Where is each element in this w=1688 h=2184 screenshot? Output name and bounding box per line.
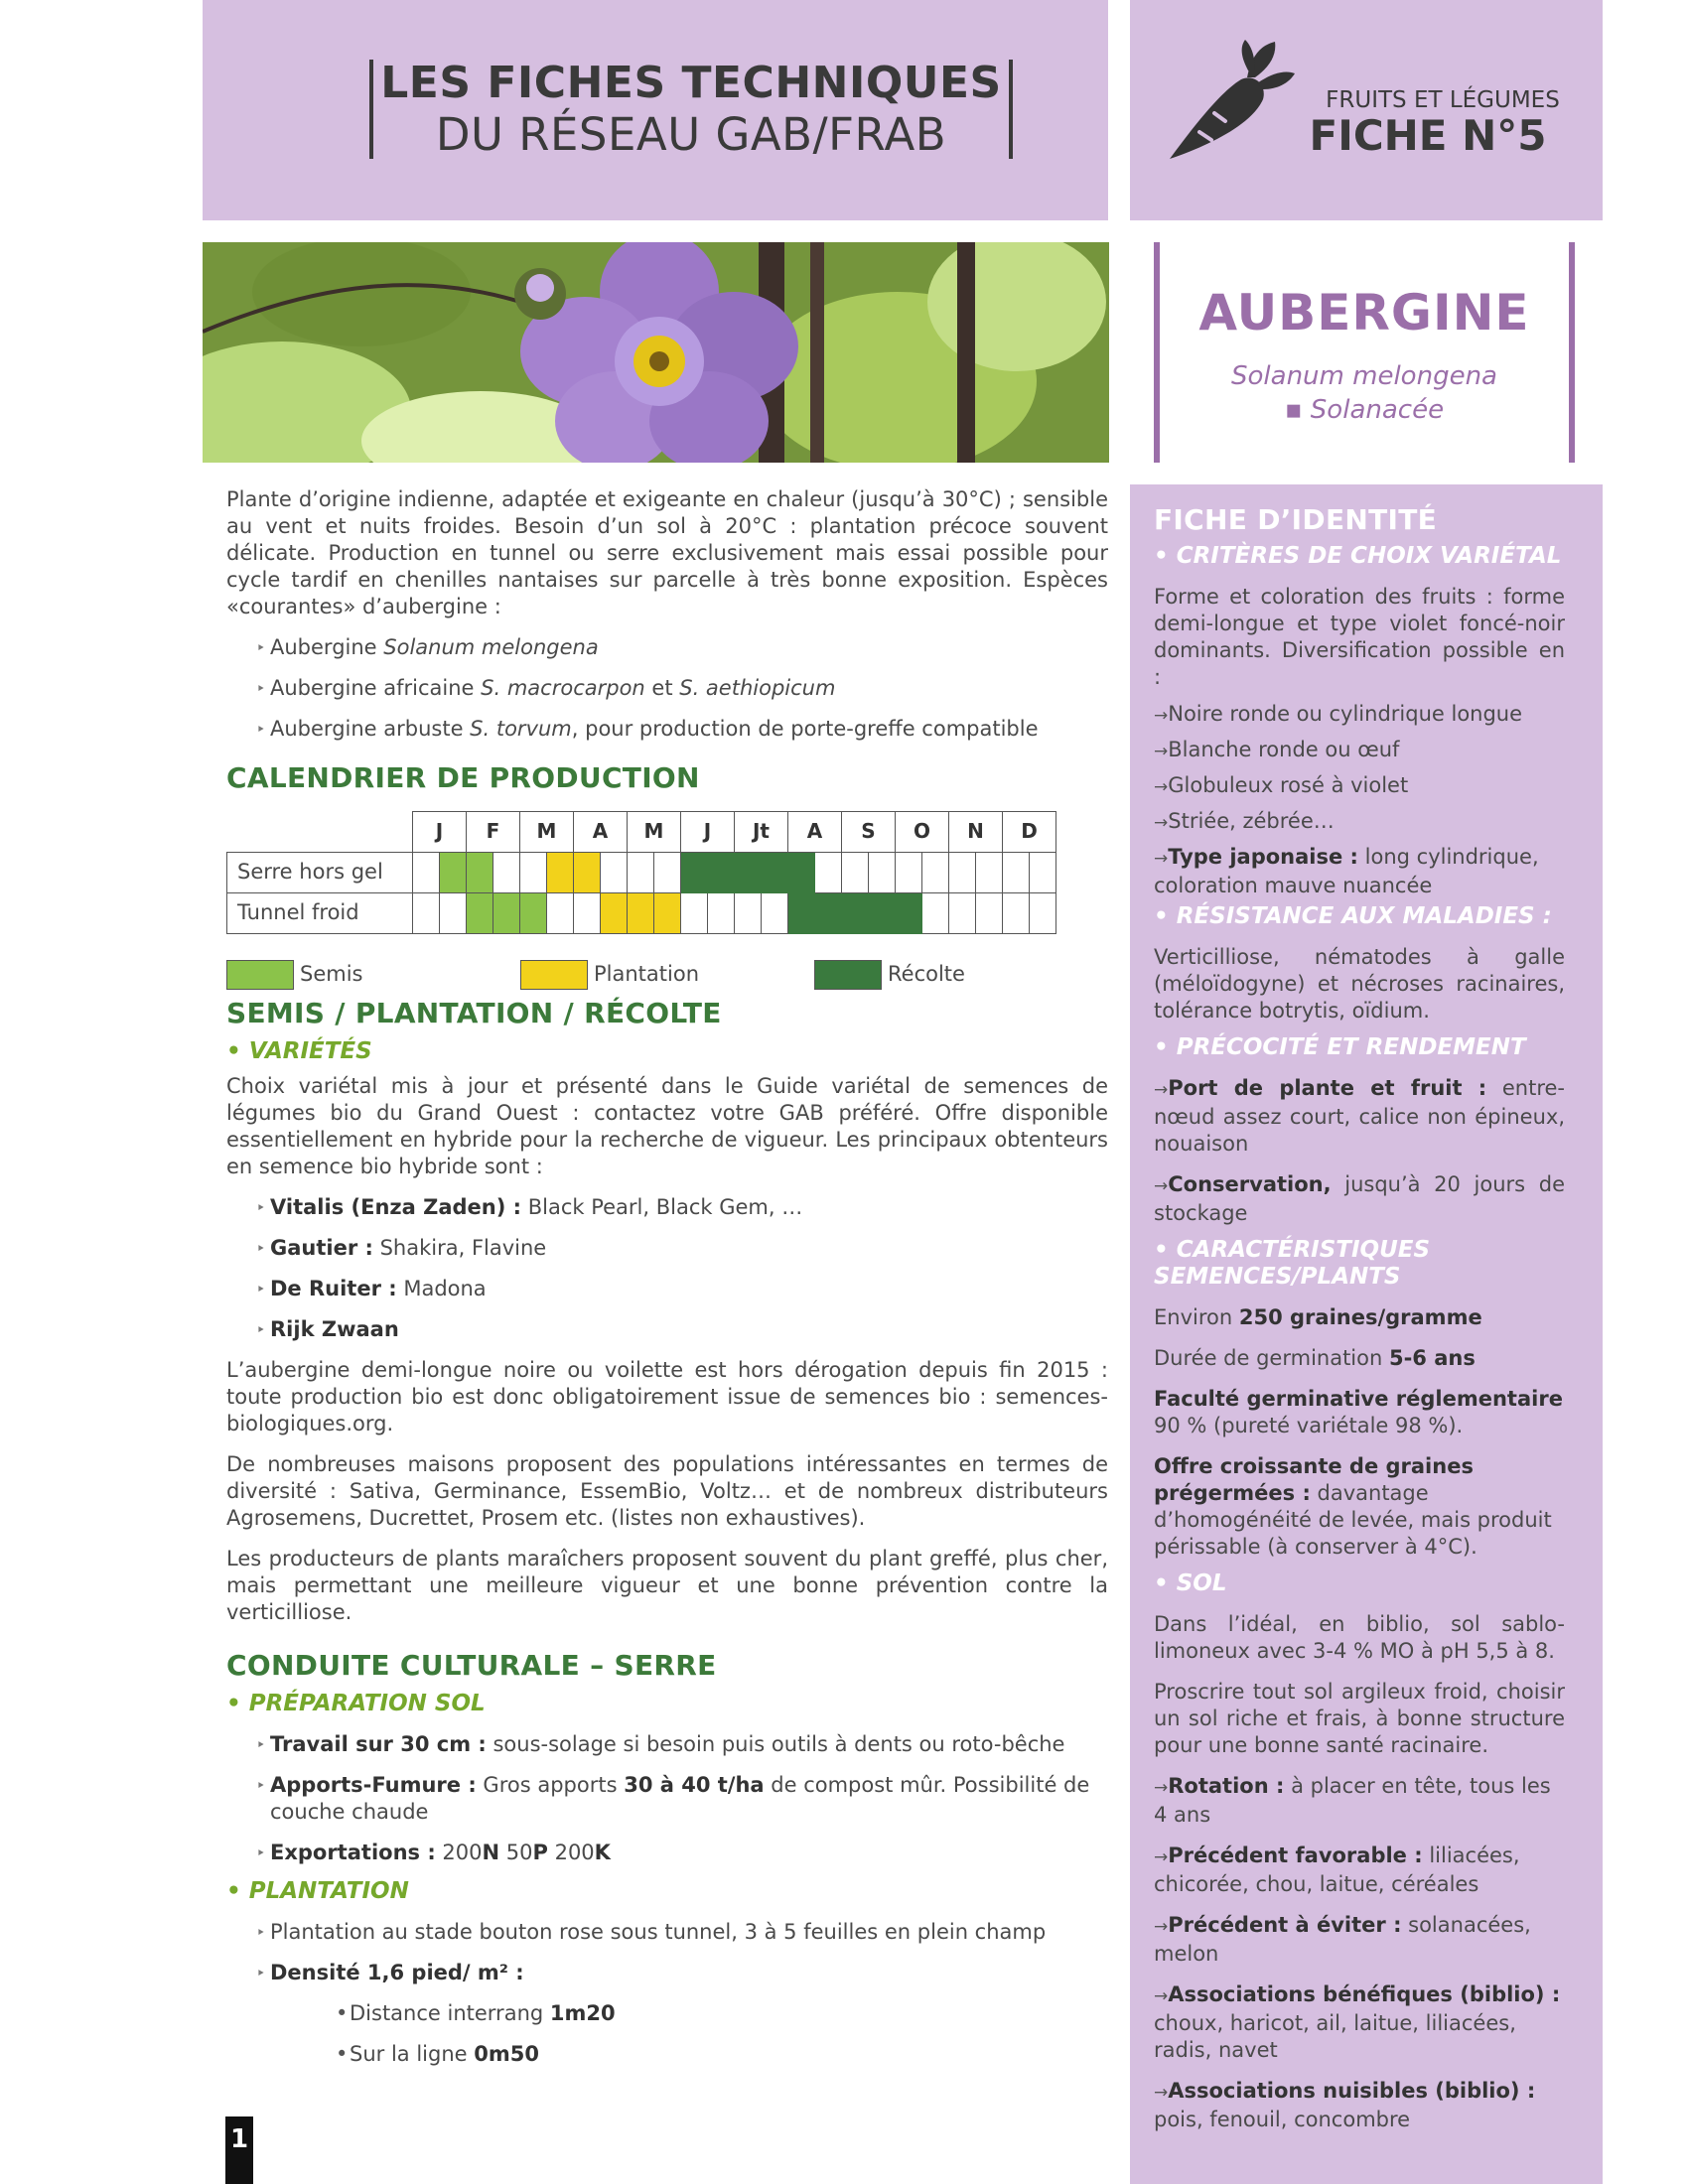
preparation-heading: • PRÉPARATION SOL — [226, 1690, 486, 1716]
obtenteur-item: ‣ Rijk Zwaan — [270, 1316, 1108, 1343]
plants-text: Les producteurs de plants maraîchers proposent souvent du plant greffé, plus cher, mais permettant une meilleure vigueur et une bonne prévention contre la verticilliose. — [226, 1546, 1108, 1624]
calendar-cell — [922, 852, 949, 892]
calendar-month-header: F — [467, 812, 520, 853]
conservation-item: → Conservation, jusqu’à 20 jours de stockage — [1154, 1171, 1565, 1227]
calendar-cell — [762, 892, 788, 933]
pregermees-item: Offre croissante de graines prégermées : davantage d’homogénéité de levée, mais produit périssable (à conserver à 4°C). — [1154, 1454, 1552, 1559]
calendar-month-header: J — [681, 812, 735, 853]
legend-plantation: Plantation — [520, 960, 699, 990]
apports-item: ‣ Apports-Fumure : Gros apports 30 à 40 t/ha de compost mûr. Possibilité de couche chaude — [270, 1772, 1108, 1826]
calendar-cell — [440, 892, 467, 933]
calendar-cell — [762, 852, 788, 892]
calendar-month-header: S — [842, 812, 896, 853]
legend-recolte: Récolte — [814, 960, 965, 990]
precedent-favorable-item: → Précédent favorable : liliacées, chicorée, chou, laitue, céréales — [1154, 1843, 1565, 1898]
calendar-month-header: N — [949, 812, 1003, 853]
calendar-heading: CALENDRIER DE PRODUCTION — [226, 761, 700, 794]
calendar-cell — [520, 892, 547, 933]
calendar-row-label: Tunnel froid — [227, 892, 413, 933]
calendar-cell — [574, 852, 601, 892]
calendar-cell — [520, 852, 547, 892]
criteres-text: Forme et coloration des fruits : forme demi-longue et type violet foncé-noir dominants. Diversification possible en : — [1154, 585, 1565, 689]
associations-nuisibles-item: → Associations nuisibles (biblio) : pois, fenouil, concombre — [1154, 2078, 1565, 2133]
title-box — [1154, 242, 1575, 463]
calendar-cell — [708, 892, 735, 933]
calendar-cell — [896, 892, 922, 933]
identity-sidebar — [1130, 484, 1603, 2184]
calendar-cell — [467, 852, 493, 892]
identity-heading: FICHE D’IDENTITÉ — [1154, 503, 1438, 536]
exportations-item: ‣ Exportations : 200N 50P 200K — [270, 1840, 1108, 1866]
calendar-cell — [681, 852, 708, 892]
carrot-icon — [1160, 38, 1299, 167]
calendar-cell — [413, 892, 440, 933]
criteres-item: → Striée, zébrée… — [1154, 808, 1565, 837]
calendar-cell — [654, 852, 681, 892]
eggplant-flower-photo — [203, 242, 1109, 463]
calendar-month-header: M — [628, 812, 681, 853]
calendar-cell — [493, 892, 520, 933]
species-item: ‣ Aubergine Solanum melongena — [270, 634, 1108, 661]
calendar-cell — [547, 892, 574, 933]
associations-benefiques-item: → Associations bénéfiques (biblio) : choux, haricot, ail, laitue, liliacées, radis, navet — [1154, 1981, 1565, 2064]
japonaise-item: → Type japonaise : long cylindrique, coloration mauve nuancée — [1154, 844, 1565, 899]
series-title-line1: LES FICHES TECHNIQUES — [380, 58, 1002, 108]
series-title — [369, 60, 1013, 159]
calendar-cell — [1003, 892, 1030, 933]
calendar-cell — [493, 852, 520, 892]
germination-item: Durée de germination 5-6 ans — [1154, 1346, 1476, 1370]
faculte-item: Faculté germinative réglementaire 90 % (pureté variétale 98 %). — [1154, 1387, 1563, 1437]
criteres-heading: • CRITÈRES DE CHOIX VARIÉTAL — [1154, 543, 1562, 569]
series-title-line2: DU RÉSEAU GAB/FRAB — [435, 108, 947, 161]
varietes-heading: • VARIÉTÉS — [226, 1037, 372, 1064]
calendar-cell — [735, 852, 762, 892]
botanical-family: ▪ Solanacée — [1284, 395, 1445, 425]
calendar-cell — [976, 892, 1003, 933]
calendar-cell — [869, 852, 896, 892]
calendar-month-header: D — [1003, 812, 1056, 853]
page-number: 1 — [225, 2116, 253, 2184]
calendar-row — [227, 852, 1056, 892]
semences-text: L’aubergine demi-longue noire ou voilette est hors dérogation depuis fin 2015 : toute production bio est donc obligatoirement issue de semences bio : semences-biologiques.org. — [226, 1357, 1108, 1435]
caracteristiques-heading: • CARACTÉRISTIQUES SEMENCES/PLANTS — [1154, 1237, 1431, 1290]
varietes-text: Choix variétal mis à jour et présenté dans le Guide variétal de semences de légumes bio du Grand Ouest : contactez votre GAB préféré. Offre disponible essentiellement en hybride pour la recherche de vigueur. Les principaux obtenteurs en semence bio hybride sont : — [226, 1073, 1108, 1178]
calendar-month-header: M — [520, 812, 574, 853]
species-item: ‣ Aubergine africaine S. macrocarpon et S. aethiopicum — [270, 675, 1108, 702]
calendar-cell — [949, 892, 976, 933]
calendar-cell — [842, 852, 869, 892]
plantation-item: ‣ Plantation au stade bouton rose sous tunnel, 3 à 5 feuilles en plein champ — [270, 1919, 1108, 1946]
calendar-cell — [788, 852, 815, 892]
header-banner — [203, 0, 1108, 220]
calendar-cell — [574, 892, 601, 933]
calendar-month-header: J — [413, 812, 467, 853]
calendar-cell — [628, 892, 654, 933]
latin-name: Solanum melongena — [1231, 361, 1497, 391]
calendar-cell — [788, 892, 815, 933]
plantation-heading: • PLANTATION — [226, 1877, 409, 1904]
criteres-item: → Noire ronde ou cylindrique longue — [1154, 701, 1565, 730]
obtenteur-item: ‣ Gautier : Shakira, Flavine — [270, 1235, 1108, 1262]
calendar-row-label: Serre hors gel — [227, 852, 413, 892]
calendar-cell — [601, 852, 628, 892]
resistance-text: Verticilliose, nématodes à galle (méloïdogyne) et nécroses racinaires, tolérance botrytis, oïdium. — [1154, 945, 1565, 1023]
calendar-cell — [1030, 892, 1056, 933]
calendar-cell — [681, 892, 708, 933]
criteres-item: → Blanche ronde ou œuf — [1154, 737, 1565, 765]
calendar-cell — [815, 852, 842, 892]
port-item: → Port de plante et fruit : entre-nœud assez court, calice non épineux, nouaison — [1154, 1075, 1565, 1158]
calendar-cell — [1003, 852, 1030, 892]
calendar-cell — [440, 852, 467, 892]
semis-heading: SEMIS / PLANTATION / RÉCOLTE — [226, 996, 722, 1029]
calendar-cell — [467, 892, 493, 933]
sol-text-2: Proscrire tout sol argileux froid, choisir un sol riche et frais, à bonne structure pour une bonne santé racinaire. — [1154, 1680, 1565, 1757]
legend-semis: Semis — [226, 960, 362, 990]
calendar-cell — [976, 852, 1003, 892]
ligne-item: • Sur la ligne 0m50 — [350, 2041, 1108, 2068]
calendar-cell — [547, 852, 574, 892]
calendar-month-header: A — [574, 812, 628, 853]
calendar-cell — [601, 892, 628, 933]
calendar-cell — [949, 852, 976, 892]
densite-item: ‣ Densité 1,6 pied/ m² : — [270, 1960, 1108, 1986]
calendar-month-header: A — [788, 812, 842, 853]
calendar-cell — [922, 892, 949, 933]
calendar-cell — [842, 892, 869, 933]
calendar-month-header: O — [896, 812, 949, 853]
obtenteur-item: ‣ De Ruiter : Madona — [270, 1276, 1108, 1302]
main-column — [226, 486, 1108, 2068]
calendar-row — [227, 892, 1056, 933]
calendar-cell — [896, 852, 922, 892]
production-calendar — [226, 811, 1056, 934]
conduite-heading: CONDUITE CULTURALE – SERRE — [226, 1648, 717, 1682]
sol-text-1: Dans l’idéal, en biblio, sol sablo-limoneux avec 3-4 % MO à pH 5,5 à 8. — [1154, 1612, 1565, 1663]
precedent-eviter-item: → Précédent à éviter : solanacées, melon — [1154, 1912, 1565, 1968]
calendar-month-header: Jt — [735, 812, 788, 853]
calendar-legend — [226, 960, 1108, 994]
calendar-cell — [815, 892, 842, 933]
calendar-cell — [735, 892, 762, 933]
interrang-item: • Distance interrang 1m20 — [350, 2000, 1108, 2027]
calendar-cell — [413, 852, 440, 892]
fiche-banner — [1130, 0, 1603, 220]
vegetable-name: AUBERGINE — [1198, 284, 1530, 341]
species-item: ‣ Aubergine arbuste S. torvum, pour production de porte-greffe compatible — [270, 716, 1108, 743]
graines-item: Environ 250 graines/gramme — [1154, 1305, 1482, 1329]
fiche-category: FRUITS ET LÉGUMES — [1326, 87, 1560, 113]
resistance-heading: • RÉSISTANCE AUX MALADIES : — [1154, 903, 1552, 929]
intro-text: Plante d’origine indienne, adaptée et exigeante en chaleur (jusqu’à 30°C) ; sensible au vent et nuits froides. Besoin d’un sol à 20°C : plantation précoce souvent délicate. Production en tunnel ou serre exclusivement mais essai possible pour cycle tardif en chenilles nantaises sur parcelle à très bonne exposition. Espèces «courantes» d’aubergine : — [226, 487, 1108, 618]
travail-item: ‣ Travail sur 30 cm : sous-solage si besoin puis outils à dents ou roto-bêche — [270, 1731, 1108, 1758]
rotation-item: → Rotation : à placer en tête, tous les 4 ans — [1154, 1773, 1565, 1829]
calendar-cell — [628, 852, 654, 892]
calendar-cell — [1030, 852, 1056, 892]
calendar-cell — [708, 852, 735, 892]
criteres-item: → Globuleux rosé à violet — [1154, 772, 1565, 801]
populations-text: De nombreuses maisons proposent des populations intéressantes en termes de diversité : Sativa, Germinance, EssemBio, Voltz… et de nombreux distributeurs Agrosemens, Ducrettet, Prosem etc. (listes non exhaustives). — [226, 1451, 1108, 1530]
calendar-cell — [869, 892, 896, 933]
sol-heading: • SOL — [1154, 1570, 1227, 1596]
fiche-number: FICHE N°5 — [1309, 111, 1547, 160]
obtenteur-item: ‣ Vitalis (Enza Zaden) : Black Pearl, Black Gem, … — [270, 1194, 1108, 1221]
calendar-cell — [654, 892, 681, 933]
precocite-heading: • PRÉCOCITÉ ET RENDEMENT — [1154, 1034, 1526, 1060]
